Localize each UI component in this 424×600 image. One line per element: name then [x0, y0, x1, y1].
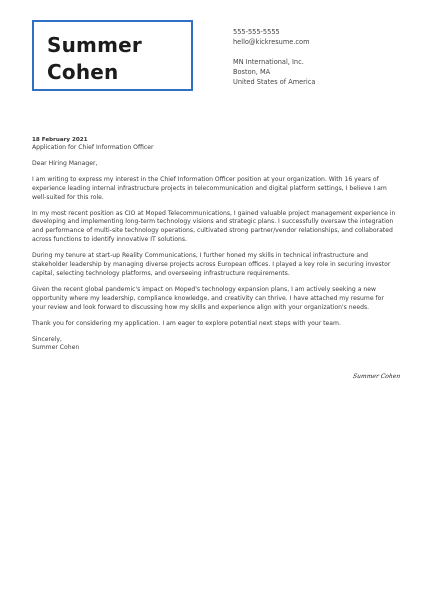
closing-phrase: Sincerely,	[32, 335, 62, 343]
paragraph: In my most recent position as CIO at Moped Telecommunications, I gained valuable project management experience in developing and implementing long-term technology visions and strategic plans. I successfully oversaw the integration and performance of multi-site technology operations, cultivated strong partner/vendor relationships, and collaborated across functions to identify innovative IT solutions.	[32, 209, 396, 244]
applicant-first-name: Summer	[47, 33, 142, 57]
letter-date: 18 February 2021	[32, 137, 88, 143]
letter-body	[32, 136, 397, 353]
email-address: hello@kickresume.com	[233, 37, 310, 46]
recipient-address	[233, 57, 315, 87]
phone-number: 555-555-5555	[233, 28, 280, 36]
name-header-box	[32, 20, 193, 91]
closing-name: Summer Cohen	[32, 344, 80, 352]
paragraph: Given the recent global pandemic's impact on Moped's technology expansion plans, I am actively seeking a new opportunity where my leadership, compliance knowledge, and creativity can thrive. I have attached my resume for your review and look forward to discussing how my skills and experience align with your organization's needs.	[32, 285, 384, 311]
paragraph: I am writing to express my interest in the Chief Information Officer position at your organization. With 16 years of experience leading internal infrastructure projects in telecommunication and digital platform settings, I believe I am well-suited for this role.	[32, 175, 387, 201]
applicant-name	[47, 32, 142, 86]
paragraph: Thank you for considering my application. I am eager to explore potential next steps with your team.	[32, 319, 341, 327]
recipient-company: MN International, Inc.	[233, 58, 304, 66]
paragraph: During my tenure at start-up Reality Communications, I further honed my skills in technical infrastructure and stakeholder leadership by managing diverse projects across European offices. I played a key role in securing investor capital, selecting technology platforms, and overseeing infrastructure requirements.	[32, 252, 391, 277]
recipient-city: Boston, MA	[233, 68, 271, 76]
salutation: Dear Hiring Manager,	[32, 159, 98, 167]
applicant-last-name: Cohen	[47, 60, 119, 84]
closing-block	[32, 336, 397, 354]
letter-subject: Application for Chief Information Officer	[32, 144, 154, 151]
handwritten-signature: Summer Cohen	[352, 373, 401, 380]
recipient-country: United States of America	[233, 78, 316, 86]
contact-info	[233, 28, 310, 47]
